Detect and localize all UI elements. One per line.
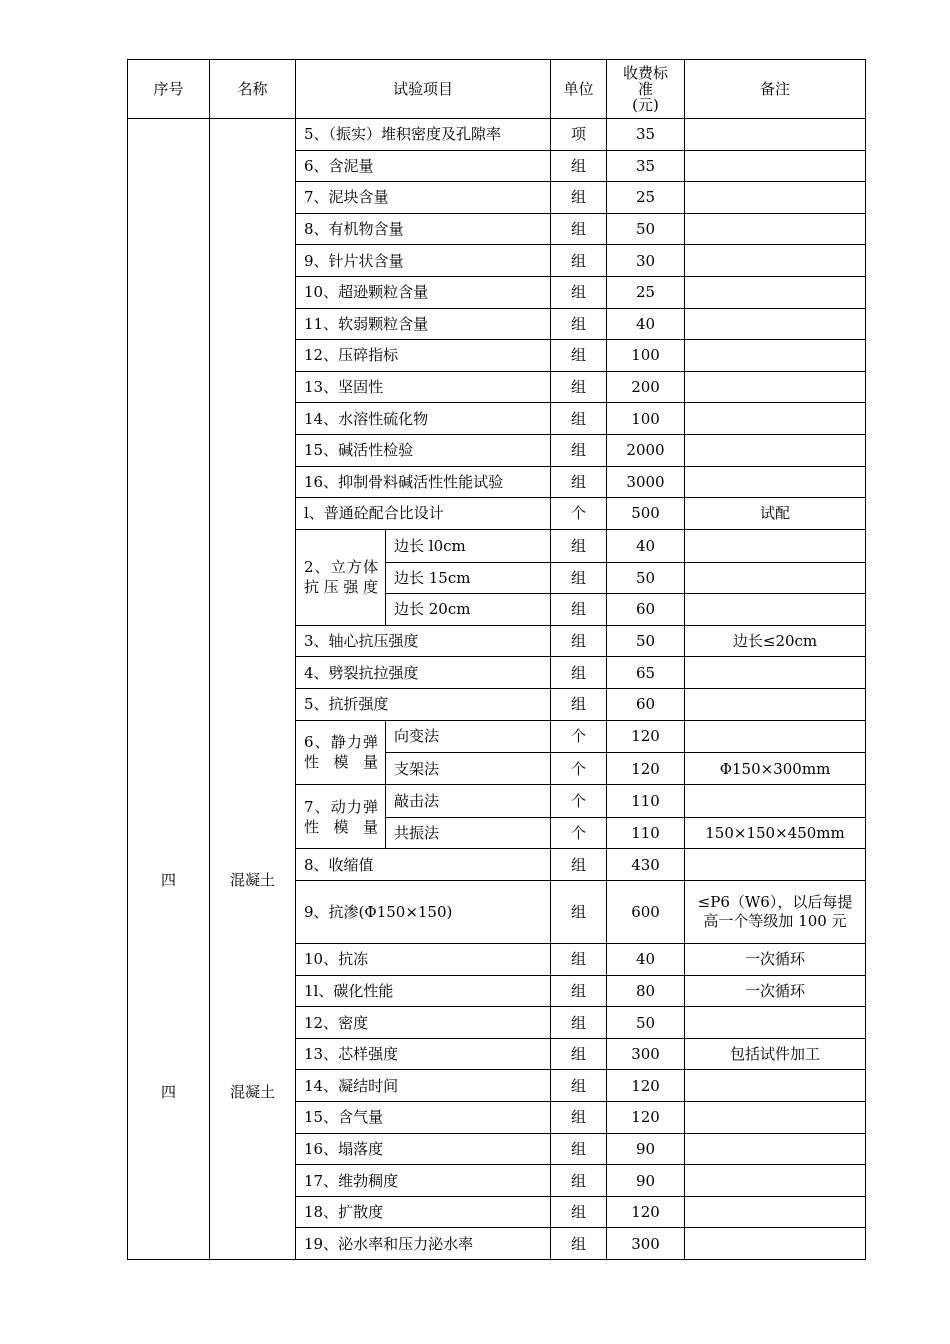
fee-cell: 40 [607, 529, 685, 562]
group-label-cell: 7、动力弹性模量 [296, 785, 386, 849]
item-cell: 1l、碳化性能 [296, 975, 551, 1007]
item-cell: 13、坚固性 [296, 371, 551, 403]
note-cell [685, 720, 866, 753]
item-cell: 19、泌水率和压力泌水率 [296, 1228, 551, 1260]
fee-cell: 90 [607, 1165, 685, 1197]
note-cell: 一次循环 [685, 944, 866, 976]
unit-cell: 组 [551, 529, 607, 562]
note-cell [685, 1196, 866, 1228]
fee-cell: 50 [607, 625, 685, 657]
unit-cell: 组 [551, 1038, 607, 1070]
note-cell [685, 562, 866, 594]
name-value: 混凝土 [229, 871, 275, 889]
header-fee [607, 60, 685, 119]
note-cell [685, 245, 866, 277]
note-cell: ≤P6（W6），以后每提高一个等级加 100 元 [685, 881, 866, 944]
note-cell [685, 1228, 866, 1260]
header-fee-line1: 收费标 [623, 64, 669, 82]
item-cell: 14、水溶性硫化物 [296, 403, 551, 435]
name-value: 混凝土 [229, 1083, 275, 1101]
note-cell [685, 1007, 866, 1039]
note-cell [685, 182, 866, 214]
item-cell: 4、劈裂抗拉强度 [296, 657, 551, 689]
note-cell [685, 119, 866, 151]
unit-cell: 组 [551, 849, 607, 881]
unit-cell: 组 [551, 403, 607, 435]
note-cell [685, 213, 866, 245]
fee-cell: 50 [607, 1007, 685, 1039]
sub-item-cell: 敲击法 [386, 785, 551, 818]
group-label-cell: 2、立方体抗压强度 [296, 529, 386, 625]
fee-cell: 100 [607, 403, 685, 435]
note-cell [685, 308, 866, 340]
note-cell [685, 1133, 866, 1165]
unit-cell: 组 [551, 466, 607, 498]
item-cell: 8、收缩值 [296, 849, 551, 881]
note-cell [685, 1070, 866, 1102]
item-cell: 5、（振实）堆积密度及孔隙率 [296, 119, 551, 151]
fee-cell: 2000 [607, 434, 685, 466]
header-fee-line2: 准 [638, 80, 654, 98]
note-cell [685, 785, 866, 818]
fee-cell: 110 [607, 817, 685, 849]
item-cell: 9、针片状含量 [296, 245, 551, 277]
unit-cell: 组 [551, 1165, 607, 1197]
sub-item-cell: 向变法 [386, 720, 551, 753]
sub-item-cell: 边长 l0cm [386, 529, 551, 562]
unit-cell: 组 [551, 245, 607, 277]
note-cell: 试配 [685, 498, 866, 530]
note-cell: Φ150×300mm [685, 753, 866, 785]
fee-cell: 50 [607, 562, 685, 594]
unit-cell: 个 [551, 753, 607, 785]
table-row [128, 119, 866, 151]
note-cell [685, 371, 866, 403]
item-cell: 3、轴心抗压强度 [296, 625, 551, 657]
fee-cell: 90 [607, 1133, 685, 1165]
fee-cell: 65 [607, 657, 685, 689]
note-cell [685, 340, 866, 372]
unit-cell: 组 [551, 1070, 607, 1102]
note-cell [685, 434, 866, 466]
sub-item-cell: 共振法 [386, 817, 551, 849]
note-cell [685, 276, 866, 308]
unit-cell: 组 [551, 434, 607, 466]
fee-cell: 35 [607, 150, 685, 182]
item-cell: 11、软弱颗粒含量 [296, 308, 551, 340]
note-cell [685, 849, 866, 881]
note-cell: 包括试件加工 [685, 1038, 866, 1070]
item-cell: 5、抗折强度 [296, 688, 551, 720]
item-cell: 9、抗渗(Φ150×150) [296, 881, 551, 944]
item-cell: l、普通砼配合比设计 [296, 498, 551, 530]
fee-cell: 500 [607, 498, 685, 530]
unit-cell: 组 [551, 1228, 607, 1260]
fee-cell: 25 [607, 182, 685, 214]
unit-cell: 组 [551, 975, 607, 1007]
item-cell: 10、超逊颗粒含量 [296, 276, 551, 308]
item-cell: 16、塌落度 [296, 1133, 551, 1165]
item-cell: 8、有机物含量 [296, 213, 551, 245]
item-cell: 17、维勃稠度 [296, 1165, 551, 1197]
item-cell: 16、抑制骨料碱活性性能试验 [296, 466, 551, 498]
unit-cell: 组 [551, 625, 607, 657]
note-cell [685, 1165, 866, 1197]
item-cell: 12、密度 [296, 1007, 551, 1039]
fee-cell: 3000 [607, 466, 685, 498]
header-note: 备注 [685, 60, 866, 119]
fee-cell: 100 [607, 340, 685, 372]
fee-cell: 300 [607, 1038, 685, 1070]
fee-cell: 120 [607, 720, 685, 753]
fee-cell: 80 [607, 975, 685, 1007]
fee-cell: 30 [607, 245, 685, 277]
note-cell [685, 150, 866, 182]
item-cell: 7、泥块含量 [296, 182, 551, 214]
header-item: 试验项目 [296, 60, 551, 119]
unit-cell: 组 [551, 1196, 607, 1228]
note-cell [685, 657, 866, 689]
unit-cell: 组 [551, 944, 607, 976]
fee-cell: 120 [607, 753, 685, 785]
unit-cell: 组 [551, 150, 607, 182]
fee-cell: 35 [607, 119, 685, 151]
unit-cell: 项 [551, 119, 607, 151]
fee-cell: 60 [607, 688, 685, 720]
note-cell [685, 403, 866, 435]
fee-standard-table [127, 59, 866, 1260]
item-cell: 10、抗冻 [296, 944, 551, 976]
sub-item-cell: 边长 15cm [386, 562, 551, 594]
note-cell [685, 594, 866, 626]
unit-cell: 组 [551, 276, 607, 308]
fee-cell: 25 [607, 276, 685, 308]
unit-cell: 组 [551, 1102, 607, 1134]
item-cell: 13、芯样强度 [296, 1038, 551, 1070]
unit-cell: 组 [551, 182, 607, 214]
fee-cell: 120 [607, 1070, 685, 1102]
unit-cell: 组 [551, 371, 607, 403]
item-cell: 15、碱活性检验 [296, 434, 551, 466]
unit-cell: 组 [551, 657, 607, 689]
note-cell [685, 529, 866, 562]
group-label-cell: 6、静力弹性模量 [296, 720, 386, 784]
item-cell: 15、含气量 [296, 1102, 551, 1134]
header-unit: 单位 [551, 60, 607, 119]
header-fee-line3: (元) [632, 96, 659, 114]
note-cell [685, 688, 866, 720]
unit-cell: 组 [551, 881, 607, 944]
fee-cell: 60 [607, 594, 685, 626]
item-cell: 14、凝结时间 [296, 1070, 551, 1102]
fee-cell: 50 [607, 213, 685, 245]
seq-value: 四 [160, 1083, 176, 1101]
header-seq: 序号 [128, 60, 210, 119]
item-cell: 12、压碎指标 [296, 340, 551, 372]
sub-item-cell: 支架法 [386, 753, 551, 785]
header-row [128, 60, 866, 119]
fee-cell: 120 [607, 1102, 685, 1134]
unit-cell: 组 [551, 594, 607, 626]
note-cell: 150×150×450mm [685, 817, 866, 849]
fee-cell: 300 [607, 1228, 685, 1260]
name-cell [210, 119, 296, 1260]
item-cell: 6、含泥量 [296, 150, 551, 182]
fee-cell: 40 [607, 944, 685, 976]
unit-cell: 个 [551, 720, 607, 753]
header-name: 名称 [210, 60, 296, 119]
seq-value: 四 [160, 871, 176, 889]
unit-cell: 个 [551, 817, 607, 849]
seq-cell [128, 119, 210, 1260]
unit-cell: 组 [551, 562, 607, 594]
fee-cell: 120 [607, 1196, 685, 1228]
item-cell: 18、扩散度 [296, 1196, 551, 1228]
note-cell [685, 466, 866, 498]
unit-cell: 组 [551, 340, 607, 372]
fee-cell: 200 [607, 371, 685, 403]
fee-cell: 430 [607, 849, 685, 881]
fee-cell: 600 [607, 881, 685, 944]
unit-cell: 组 [551, 1133, 607, 1165]
note-cell: 一次循环 [685, 975, 866, 1007]
unit-cell: 个 [551, 498, 607, 530]
unit-cell: 个 [551, 785, 607, 818]
fee-cell: 110 [607, 785, 685, 818]
sub-item-cell: 边长 20cm [386, 594, 551, 626]
unit-cell: 组 [551, 688, 607, 720]
note-cell: 边长≤20cm [685, 625, 866, 657]
note-cell [685, 1102, 866, 1134]
unit-cell: 组 [551, 213, 607, 245]
unit-cell: 组 [551, 1007, 607, 1039]
unit-cell: 组 [551, 308, 607, 340]
fee-cell: 40 [607, 308, 685, 340]
